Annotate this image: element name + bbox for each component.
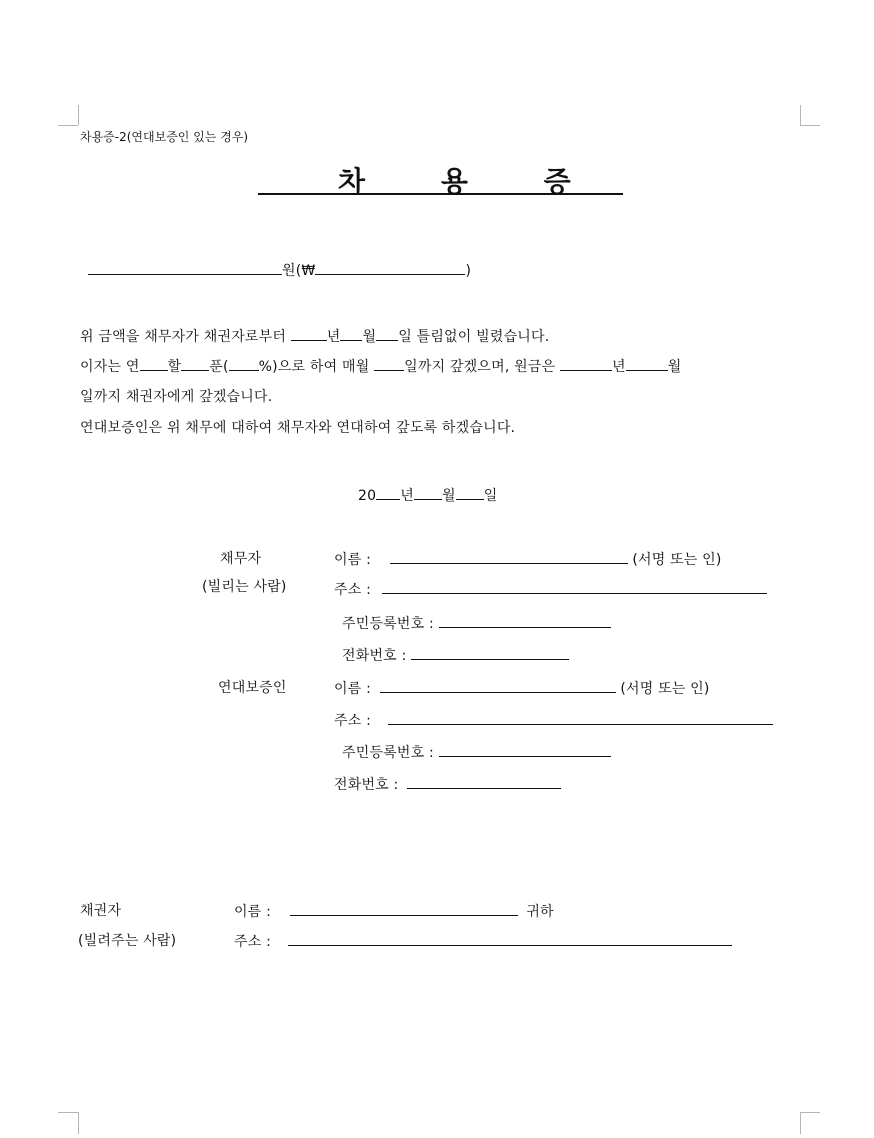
loan-year-field[interactable] [291, 325, 327, 341]
creditor-address-field[interactable] [288, 930, 732, 946]
body-text: 할 [167, 359, 182, 375]
crop-mark-top-right-v [800, 105, 801, 125]
amount-row [88, 259, 471, 280]
debtor-name-label: 이름 : [334, 552, 372, 568]
title-underline [258, 193, 623, 195]
creditor-name-label: 이름 : [234, 904, 272, 920]
title-char-3: 증 [543, 165, 573, 198]
date-day-field[interactable] [456, 484, 484, 500]
creditor-address-label: 주소 : [234, 934, 272, 950]
guarantor-role: 연대보증인 [218, 680, 287, 696]
guarantor-phone-label: 전화번호 : [334, 777, 399, 793]
guarantor-sign-note: (서명 또는 인) [620, 681, 710, 697]
debtor-name-row [334, 548, 722, 569]
guarantor-phone-row [334, 773, 561, 794]
body-text: 년 [326, 329, 341, 345]
amount-numeric-field[interactable] [315, 259, 465, 275]
debtor-role-sub: (빌리는 사람) [202, 579, 287, 595]
guarantor-name-row [334, 677, 710, 698]
body-text: 일까지 갚겠으며, 원금은 [404, 359, 560, 375]
guarantor-phone-field[interactable] [407, 773, 561, 789]
guarantor-address-row [334, 709, 773, 730]
interest-pun-field[interactable] [181, 355, 209, 371]
interest-pay-day-field[interactable] [374, 355, 404, 371]
guarantor-id-row [342, 741, 611, 762]
crop-mark-top-left-h [58, 125, 78, 126]
debtor-phone-field[interactable] [411, 644, 569, 660]
debtor-name-field[interactable] [390, 548, 628, 564]
crop-mark-top-left-v [78, 105, 79, 125]
debtor-address-field[interactable] [382, 578, 767, 594]
guarantor-address-field[interactable] [388, 709, 773, 725]
principal-month-field[interactable] [626, 355, 668, 371]
crop-mark-top-right-h [800, 125, 820, 126]
loan-day-field[interactable] [376, 325, 398, 341]
debtor-id-row [342, 612, 611, 633]
crop-mark-bottom-left-h [58, 1112, 78, 1113]
creditor-role-sub: (빌려주는 사람) [78, 933, 177, 949]
creditor-role: 채권자 [80, 903, 122, 919]
date-year-field[interactable] [376, 484, 400, 500]
loan-month-field[interactable] [340, 325, 362, 341]
date-day-label: 일 [483, 488, 498, 504]
amount-korean-field[interactable] [88, 259, 282, 275]
guarantor-address-label: 주소 : [334, 713, 372, 729]
body-text: 월 [362, 329, 377, 345]
crop-mark-bottom-right-h [800, 1112, 820, 1113]
body-text: 푼( [209, 359, 229, 375]
crop-mark-bottom-left-v [78, 1112, 79, 1134]
guarantor-name-field[interactable] [380, 677, 616, 693]
title-char-1: 차 [338, 165, 368, 198]
creditor-address-row [234, 930, 732, 951]
date-row [358, 484, 497, 505]
body-text: 일 틀림없이 빌렸습니다. [398, 329, 550, 345]
body-text: 월 [667, 359, 682, 375]
title-char-2: 용 [440, 165, 470, 198]
body-text: 이자는 연 [80, 359, 140, 375]
body-text: 위 금액을 채무자가 채권자로부터 [80, 329, 291, 345]
principal-year-field[interactable] [560, 355, 612, 371]
interest-hal-field[interactable] [140, 355, 168, 371]
guarantor-id-label: 주민등록번호 : [342, 745, 434, 761]
creditor-name-field[interactable] [290, 900, 518, 916]
body-text: %)으로 하여 매월 [258, 359, 375, 375]
debtor-id-field[interactable] [439, 612, 611, 628]
interest-percent-field[interactable] [229, 355, 259, 371]
date-month-field[interactable] [414, 484, 442, 500]
creditor-name-row [234, 900, 554, 921]
body-line-2 [80, 355, 681, 376]
guarantor-id-field[interactable] [439, 741, 611, 757]
guarantor-name-label: 이름 : [334, 681, 372, 697]
amount-close-paren: ) [465, 263, 472, 279]
form-caption: 차용증-2(연대보증인 있는 경우) [80, 130, 249, 144]
debtor-role: 채무자 [220, 551, 262, 567]
debtor-phone-row [342, 644, 569, 665]
date-prefix: 20 [358, 488, 377, 504]
creditor-honorific: 귀하 [526, 904, 554, 920]
date-month-label: 월 [441, 488, 456, 504]
debtor-address-row [334, 578, 767, 599]
body-line-1 [80, 325, 549, 346]
body-line-4: 연대보증인은 위 채무에 대하여 채무자와 연대하여 갚도록 하겠습니다. [80, 420, 516, 436]
debtor-address-label: 주소 : [334, 582, 372, 598]
date-year-label: 년 [400, 488, 414, 504]
debtor-id-label: 주민등록번호 : [342, 616, 434, 632]
debtor-phone-label: 전화번호 : [342, 648, 407, 664]
crop-mark-bottom-right-v [800, 1112, 801, 1134]
body-text: 년 [611, 359, 626, 375]
amount-won-label: 원(₩ [282, 263, 316, 279]
debtor-sign-note: (서명 또는 인) [632, 552, 722, 568]
body-line-3: 일까지 채권자에게 갚겠습니다. [80, 389, 273, 405]
